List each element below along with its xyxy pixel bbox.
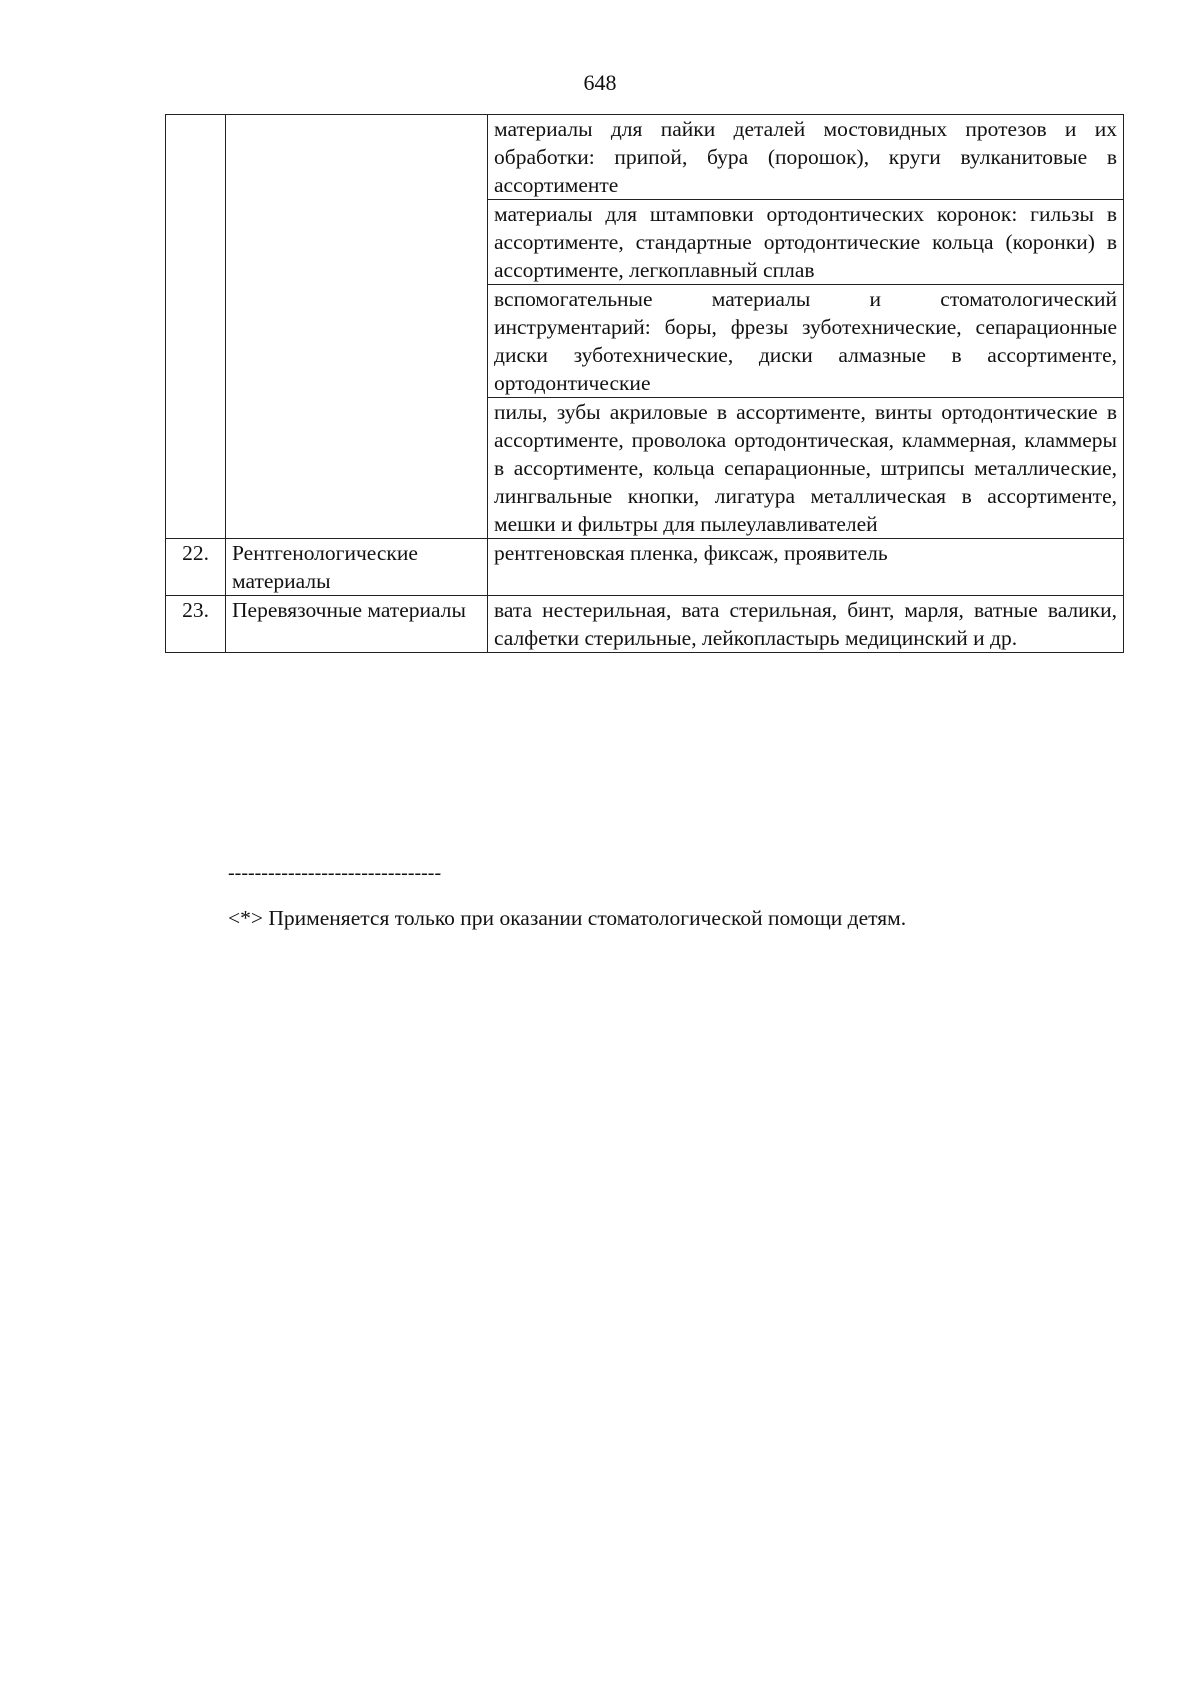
description-text: вспомогательные материалы и стоматологический инструментарий: боры, фрезы зуботехнические, сепарационные диски зуботехнические, диски алмазные в ассортименте, ортодонтические <box>494 287 1117 395</box>
material-name: Перевязочные материалы <box>226 596 488 653</box>
description-text: материалы для пайки деталей мостовидных протезов и их обработки: припой, бура (порошок), круги вулканитовые в ассортименте <box>494 117 1117 197</box>
description-cell <box>488 539 1124 596</box>
description-cell <box>488 398 1124 539</box>
description-cell <box>488 285 1124 398</box>
table-row <box>166 596 1124 653</box>
page-number: 648 <box>583 70 617 95</box>
description-text: рентгеновская пленка, фиксаж, проявитель <box>494 541 888 565</box>
table-row <box>166 115 1124 200</box>
footnote-separator: -------------------------------- <box>228 862 442 884</box>
description-text: пилы, зубы акриловые в ассортименте, винты ортодонтические в ассортименте, проволока ортодонтическая, кламмерная, кламмеры в ассортименте, кольца сепарационные, штрипсы металлические, лингвальные кнопки, лигатура металлическая в ассортименте, мешки и фильтры для пылеулавливателей <box>494 400 1117 536</box>
number-cell <box>166 115 226 539</box>
material-name: Рентгенологические материалы <box>226 539 488 596</box>
description-cell <box>488 596 1124 653</box>
table-row <box>166 539 1124 596</box>
description-cell <box>488 115 1124 200</box>
description-text: материалы для штамповки ортодонтических коронок: гильзы в ассортименте, стандартные ортодонтические кольца (коронки) в ассортименте, легкоплавный сплав <box>494 202 1117 282</box>
materials-table <box>165 114 1124 653</box>
row-number: 23. <box>166 596 226 653</box>
row-number: 22. <box>166 539 226 596</box>
description-text: вата нестерильная, вата стерильная, бинт, марля, ватные валики, салфетки стерильные, лейкопластырь медицинский и др. <box>494 598 1117 650</box>
description-cell <box>488 200 1124 285</box>
footnote-text: <*> Применяется только при оказании стоматологической помощи детям. <box>228 906 907 930</box>
name-cell <box>226 115 488 539</box>
